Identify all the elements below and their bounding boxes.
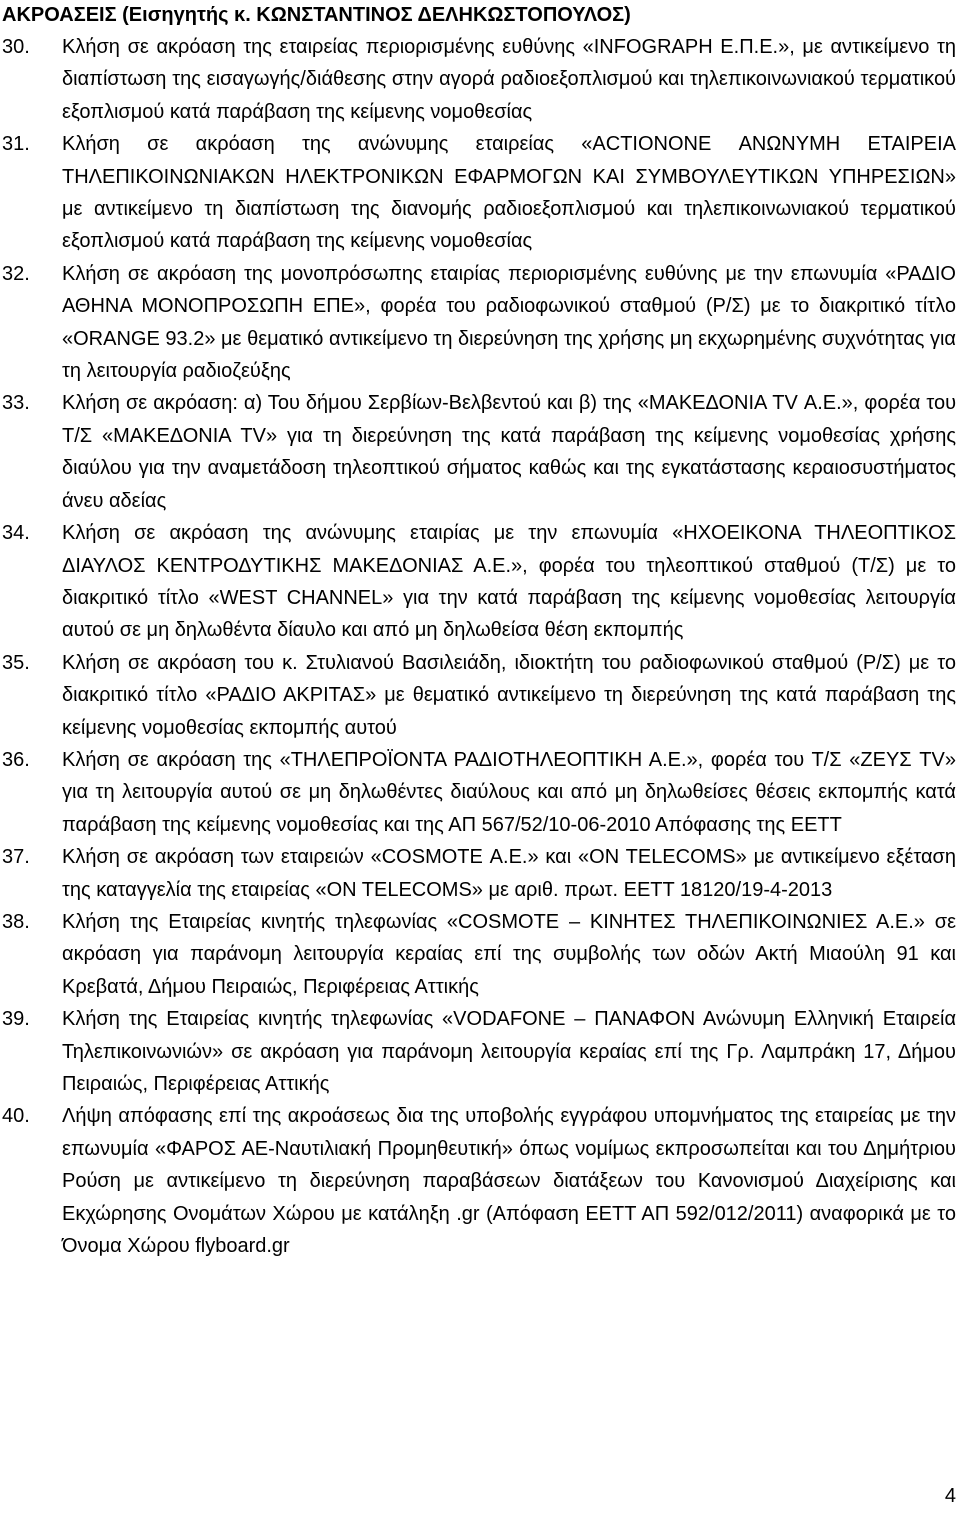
section-heading: ΑΚΡΟΑΣΕΙΣ (Εισηγητής κ. ΚΩΝΣΤΑΝΤΙΝΟΣ ΔΕΛΗΚΩΣΤΟΠΟΥΛΟΣ) <box>2 4 631 26</box>
item-text: Κλήση σε ακρόαση της ανώνυμης εταιρίας με την επωνυμία «ΗΧΟΕΙΚΟΝΑ ΤΗΛΕΟΠΤΙΚΟΣ ΔΙΑΥΛΟΣ ΚΕΝΤΡΟΔΥΤΙΚΗΣ ΜΑΚΕΔΟΝΙΑΣ Α.Ε.», φορέα του τηλεοπτικού σταθμού (Τ/Σ) με το διακριτικό τίτλο «WEST CHANNEL» για την κατά παράβαση της κείμενης νομοθεσίας λειτουργία αυτού σε μη δηλωθέντα δίαυλο και από μη δηλωθείσα θέση εκπομπής <box>62 522 956 642</box>
item-text: Κλήση σε ακρόαση της «ΤΗΛΕΠΡΟΪΟΝΤΑ ΡΑΔΙΟΤΗΛΕΟΠΤΙΚΗ Α.Ε.», φορέα του Τ/Σ «ΖΕΥΣ TV» για τη λειτουργία αυτού σε μη δηλωθέντες διαύλους και από μη δηλωθείσες θέσεις εκπομπής κατά παράβαση της κείμενης νομοθεσίας και της ΑΠ 567/52/10-06-2010 Απόφασης της ΕΕΤΤ <box>62 748 956 836</box>
agenda-item-33 <box>0 387 960 517</box>
agenda-list <box>0 31 960 1262</box>
agenda-item-30 <box>0 31 960 128</box>
agenda-item-34 <box>0 517 960 647</box>
item-number: 33. <box>2 392 30 415</box>
item-text: Κλήση σε ακρόαση της ανώνυμης εταιρείας «ACTIONONE ΑΝΩΝΥΜΗ ΕΤΑΙΡΕΙΑ ΤΗΛΕΠΙΚΟΙΝΩΝΙΑΚΩΝ ΗΛΕΚΤΡΟΝΙΚΩΝ ΕΦΑΡΜΟΓΩΝ ΚΑΙ ΣΥΜΒΟΥΛΕΥΤΙΚΩΝ ΥΠΗΡΕΣΙΩΝ» με αντικείμενο τη διαπίστωση της διανομής ραδιοεξοπλισμού και τηλεπικοινωνιακού τερματικού εξοπλισμού κατά παράβαση της κείμενης νομοθεσίας <box>62 133 956 253</box>
item-number: 38. <box>2 910 30 933</box>
item-text: Κλήση σε ακρόαση του κ. Στυλιανού Βασιλειάδη, ιδιοκτήτη του ραδιοφωνικού σταθμού (Ρ/Σ) με το διακριτικό τίτλο «ΡΑΔΙΟ ΑΚΡΙΤΑΣ» με θεματικό αντικείμενο τη διερεύνηση της κατά παράβαση της κείμενης νομοθεσίας εκπομπής αυτού <box>62 651 956 739</box>
item-number: 40. <box>2 1105 30 1128</box>
item-text: Κλήση σε ακρόαση των εταιρειών «COSMOTE Α.Ε.» και «ON TELECOMS» με αντικείμενο εξέταση της καταγγελία της εταιρείας «ON TELECOMS» με αριθ. πρωτ. ΕΕΤΤ 18120/19-4-2013 <box>62 846 956 901</box>
item-number: 39. <box>2 1008 30 1031</box>
item-number: 32. <box>2 262 30 285</box>
item-text: Κλήση σε ακρόαση της μονοπρόσωπης εταιρίας περιορισμένης ευθύνης με την επωνυμία «ΡΑΔΙΟ ΑΘΗΝΑ ΜΟΝΟΠΡΟΣΩΠΗ ΕΠΕ», φορέα του ραδιοφωνικού σταθμού (Ρ/Σ) με το διακριτικό τίτλο «ORANGE 93.2» με θεματικό αντικείμενο τη διερεύνηση της χρήσης μη εκχωρημένης συχνότητας για τη λειτουργία ραδιοζεύξης <box>62 262 956 383</box>
agenda-item-38 <box>0 906 960 1003</box>
agenda-item-40 <box>0 1100 960 1262</box>
item-text: Κλήση της Εταιρείας κινητής τηλεφωνίας «COSMOTE – ΚΙΝΗΤΕΣ ΤΗΛΕΠΙΚΟΙΝΩΝΙΕΣ Α.Ε.» σε ακρόαση για παράνομη λειτουργία κεραίας επί της συμβολής των οδών Ακτή Μιαούλη 91 και Κρεβατά, Δήμου Πειραιώς, Περιφέρειας Αττικής <box>62 910 956 998</box>
item-text: Κλήση της Εταιρείας κινητής τηλεφωνίας «VODAFONE – ΠΑΝΑΦΟΝ Ανώνυμη Ελληνική Εταιρεία Τηλεπικοινωνιών» σε ακρόαση για παράνομη λειτουργία κεραίας επί της Γρ. Λαμπράκη 17, Δήμου Πειραιώς, Περιφέρειας Αττικής <box>62 1008 956 1095</box>
item-number: 36. <box>2 748 30 771</box>
item-number: 31. <box>2 133 30 156</box>
agenda-item-36 <box>0 744 960 841</box>
page-number: 4 <box>944 1485 956 1507</box>
agenda-item-39 <box>0 1003 960 1100</box>
item-number: 34. <box>2 522 30 545</box>
agenda-item-32 <box>0 258 960 388</box>
item-number: 37. <box>2 846 30 869</box>
item-number: 30. <box>2 36 30 58</box>
item-text: Κλήση σε ακρόαση της εταιρείας περιορισμένης ευθύνης «INFOGRAPH Ε.Π.Ε.», με αντικείμενο τη διαπίστωση της εισαγωγής/διάθεσης στην αγορά ραδιοεξοπλισμού και τηλεπικοινωνιακού τερματικού εξοπλισμού κατά παράβαση της κείμενης νομοθεσίας <box>62 36 956 123</box>
agenda-item-35 <box>0 647 960 744</box>
agenda-item-31 <box>0 128 960 258</box>
item-number: 35. <box>2 651 30 674</box>
agenda-item-37 <box>0 841 960 906</box>
item-text: Κλήση σε ακρόαση: α) Του δήμου Σερβίων-Βελβεντού και β) της «ΜΑΚΕΔΟΝΙΑ TV Α.Ε.», φορέα του Τ/Σ «ΜΑΚΕΔΟΝΙΑ TV» για τη διερεύνηση της κατά παράβαση της κείμενης νομοθεσίας χρήσης διαύλου για την αναμετάδοση τηλεοπτικού σήματος καθώς και της εγκατάστασης κεραιοσυστήματος άνευ αδείας <box>62 392 956 512</box>
item-text: Λήψη απόφασης επί της ακροάσεως δια της υποβολής εγγράφου υπομνήματος της εταιρείας με την επωνυμία «ΦΑΡΟΣ ΑΕ-Ναυτιλιακή Προμηθευτική» όπως νομίμως εκπροσωπείται και του Δημήτριου Ρούση με αντικείμενο τη διερεύνηση παραβάσεων διατάξεων του Κανονισμού Διαχείρισης και Εκχώρησης Ονομάτων Χώρου με κατάληξη .gr (Απόφαση ΕΕΤΤ ΑΠ 592/012/2011) αναφορικά με το Όνομα Χώρου flyboard.gr <box>62 1105 956 1258</box>
